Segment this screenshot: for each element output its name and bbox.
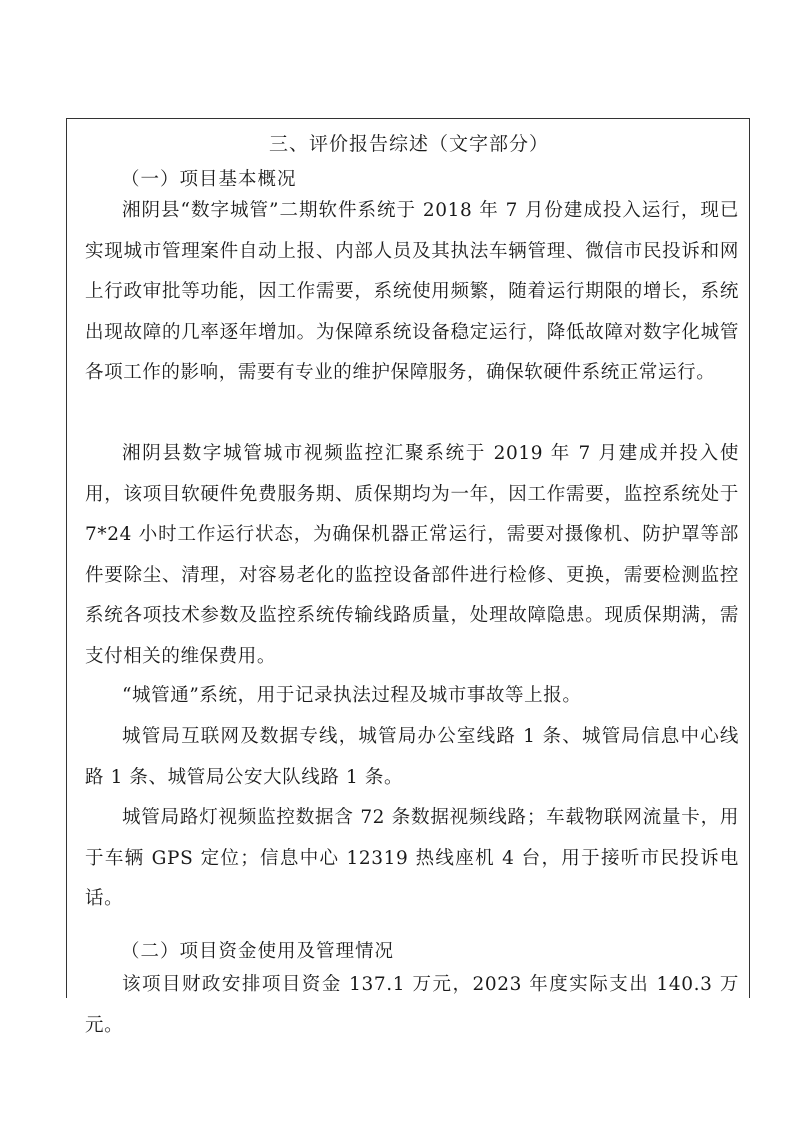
paragraph-video-monitoring: 湘阴县数字城管城市视频监控汇聚系统于 2019 年 7 月建成并投入使用，该项目软硬件免费服务期、质保期均为一年，因工作需要，监控系统处于 7*24 小时工作运行状态，为确保机器正常运行，需要对摄像机、防护罩等部件要除尘、清理，对容易老化的监控设备部件进行检修、更换，需要检测监控系统各项技术参数及监控系统传输线路质量，处理故障隐患。现质保期满，需支付相关的维保费用。 [85, 443, 739, 667]
section-heading-basic-overview: （一）项目基本概况 [121, 169, 297, 190]
paragraph-chengguantong: “城管通”系统，用于记录执法过程及城市事故等上报。 [122, 685, 582, 706]
paragraph-streetlight-video: 城管局路灯视频监控数据含 72 条数据视频线路；车载物联网流量卡，用于车辆 GPS 定位；信息中心 12319 热线座机 4 台，用于接听市民投诉电话。 [85, 807, 739, 909]
section-heading-fund-usage: （二）项目资金使用及管理情况 [121, 941, 395, 962]
report-frame [66, 118, 750, 1036]
paragraph-internet-lines: 城管局互联网及数据专线，城管局办公室线路 1 条、城管局信息中心线路 1 条、城管局公安大队线路 1 条。 [85, 726, 739, 788]
page-title: 三、评价报告综述（文字部分） [268, 133, 549, 155]
paragraph-fund-amount: 该项目财政安排项目资金 137.1 万元，2023 年度实际支出 140.3 万元。 [85, 974, 739, 1036]
paragraph-software-system: 湘阴县“数字城管”二期软件系统于 2018 年 7 月份建成投入运行，现已实现城市管理案件自动上报、内部人员及其执法车辆管理、微信市民投诉和网上行政审批等功能，因工作需要，系统使用频繁，随着运行期限的增长，系统出现故障的几率逐年增加。为保障系统设备稳定运行，降低故障对数字化城管各项工作的影响，需要有专业的维护保障服务，确保软硬件系统正常运行。 [85, 200, 739, 383]
